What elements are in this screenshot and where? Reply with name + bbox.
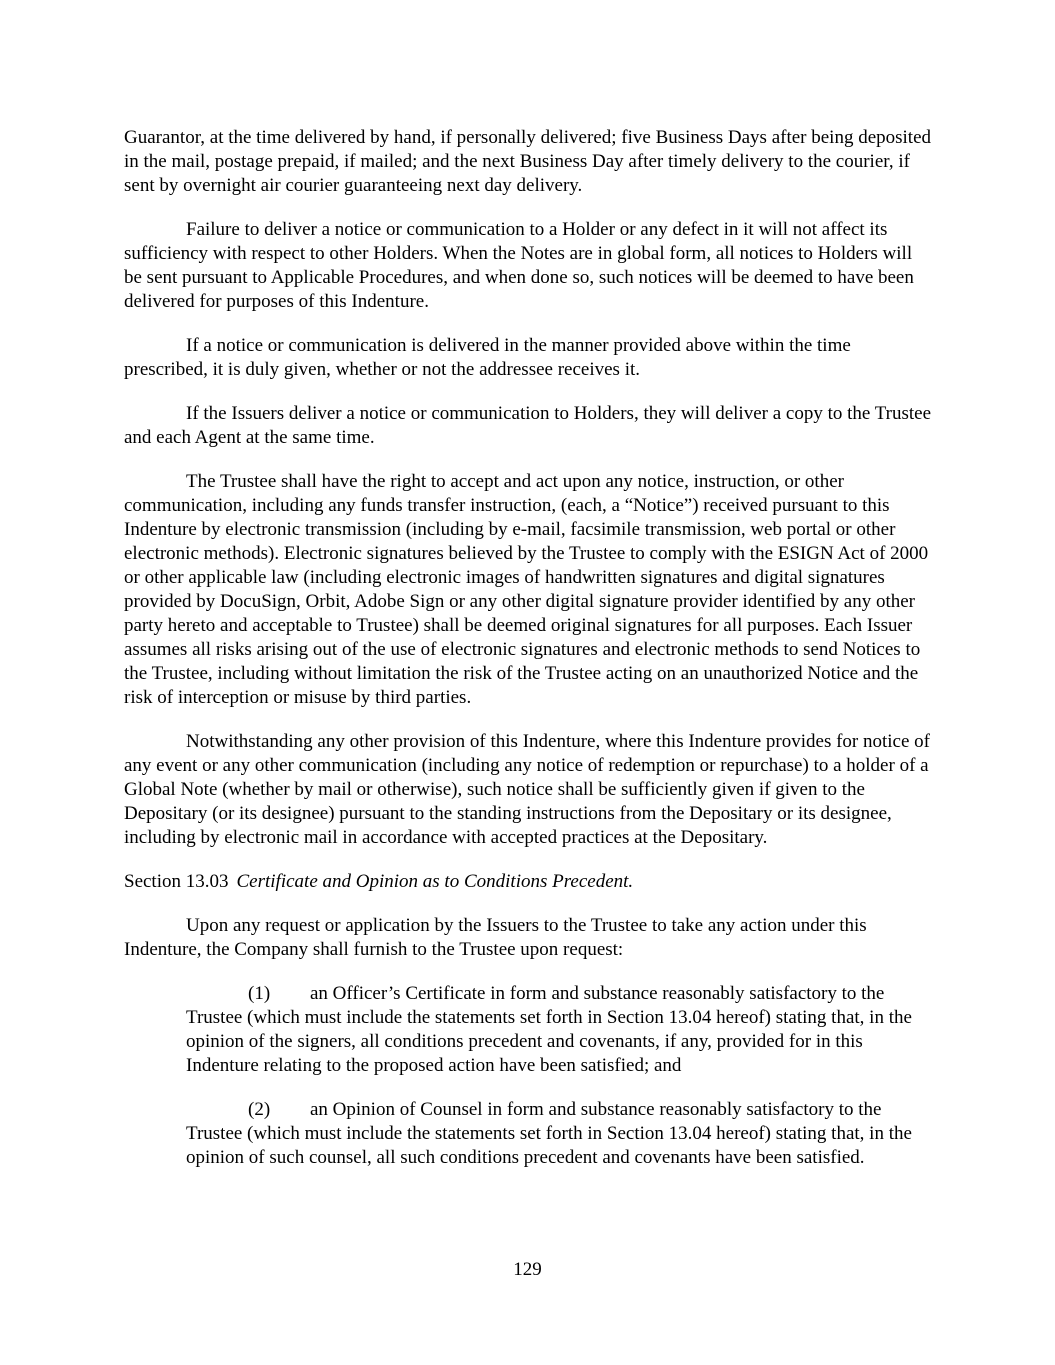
clause-number: (1) xyxy=(248,983,271,1004)
paragraph-copy-to-trustee: If the Issuers deliver a notice or communication to Holders, they will deliver a copy to the Trustee and each Agent at the same time. xyxy=(124,403,932,448)
clause-item xyxy=(186,1098,932,1170)
clause-text: an Opinion of Counsel in form and substance reasonably satisfactory to the Trustee (which must include the statements set forth in Section 13.04 hereof) stating that, in the opinion of such counsel, all such conditions precedent and covenants have been satisfied. xyxy=(186,1099,912,1168)
page-number: 129 xyxy=(513,1259,542,1280)
paragraph-global-note-notices: Notwithstanding any other provision of this Indenture, where this Indenture provides for notice of any event or any other communication (including any notice of redemption or repurchase) to a holder of a Global Note (whether by mail or otherwise), such notice shall be sufficiently given if given to the Depositary (or its designee) pursuant to the standing instructions from the Depositary or its designee, including by electronic mail in accordance with accepted practices at the Depositary. xyxy=(124,731,930,848)
clause-item xyxy=(186,982,932,1078)
paragraph-notice-delivery-timing: Guarantor, at the time delivered by hand, if personally delivered; five Business Days after being deposited in the mail, postage prepaid, if mailed; and the next Business Day after timely delivery to the courier, if sent by overnight air courier guaranteeing next day delivery. xyxy=(124,127,932,196)
section-intro-paragraph: Upon any request or application by the Issuers to the Trustee to take any action under this Indenture, the Company shall furnish to the Trustee upon request: xyxy=(124,915,867,960)
clause-number: (2) xyxy=(248,1099,271,1120)
clause-text: an Officer’s Certificate in form and substance reasonably satisfactory to the Trustee (which must include the statements set forth in Section 13.04 hereof) stating that, in the opinion of the signers, all conditions precedent and covenants, if any, provided for in this Indenture relating to the proposed action have been satisfied; and xyxy=(186,983,912,1076)
section-heading xyxy=(124,870,932,894)
section-number: Section 13.03 xyxy=(124,871,229,892)
paragraph-failure-to-deliver: Failure to deliver a notice or communication to a Holder or any defect in it will not affect its sufficiency with respect to other Holders. When the Notes are in global form, all notices to Holders will be sent pursuant to Applicable Procedures, and when done so, such notices will be deemed to have been delivered for purposes of this Indenture. xyxy=(124,219,914,312)
paragraph-electronic-notices: The Trustee shall have the right to accept and act upon any notice, instruction, or other communication, including any funds transfer instruction, (each, a “Notice”) received pursuant to this Indenture by electronic transmission (including by e-mail, facsimile transmission, web portal or other electronic methods). Electronic signatures believed by the Trustee to comply with the ESIGN Act of 2000 or other applicable law (including electronic images of handwritten signatures and digital signatures provided by DocuSign, Orbit, Adobe Sign or any other digital signature provider identified by any other party hereto and acceptable to Trustee) shall be deemed original signatures for all purposes. Each Issuer assumes all risks arising out of the use of electronic signatures and electronic methods to send Notices to the Trustee, including without limitation the risk of the Trustee acting on an unauthorized Notice and the risk of interception or misuse by third parties. xyxy=(124,471,929,708)
document-body xyxy=(124,126,932,1190)
section-title: Certificate and Opinion as to Conditions Precedent. xyxy=(236,871,634,892)
paragraph-duly-given: If a notice or communication is delivered in the manner provided above within the time prescribed, it is duly given, whether or not the addressee receives it. xyxy=(124,335,851,380)
